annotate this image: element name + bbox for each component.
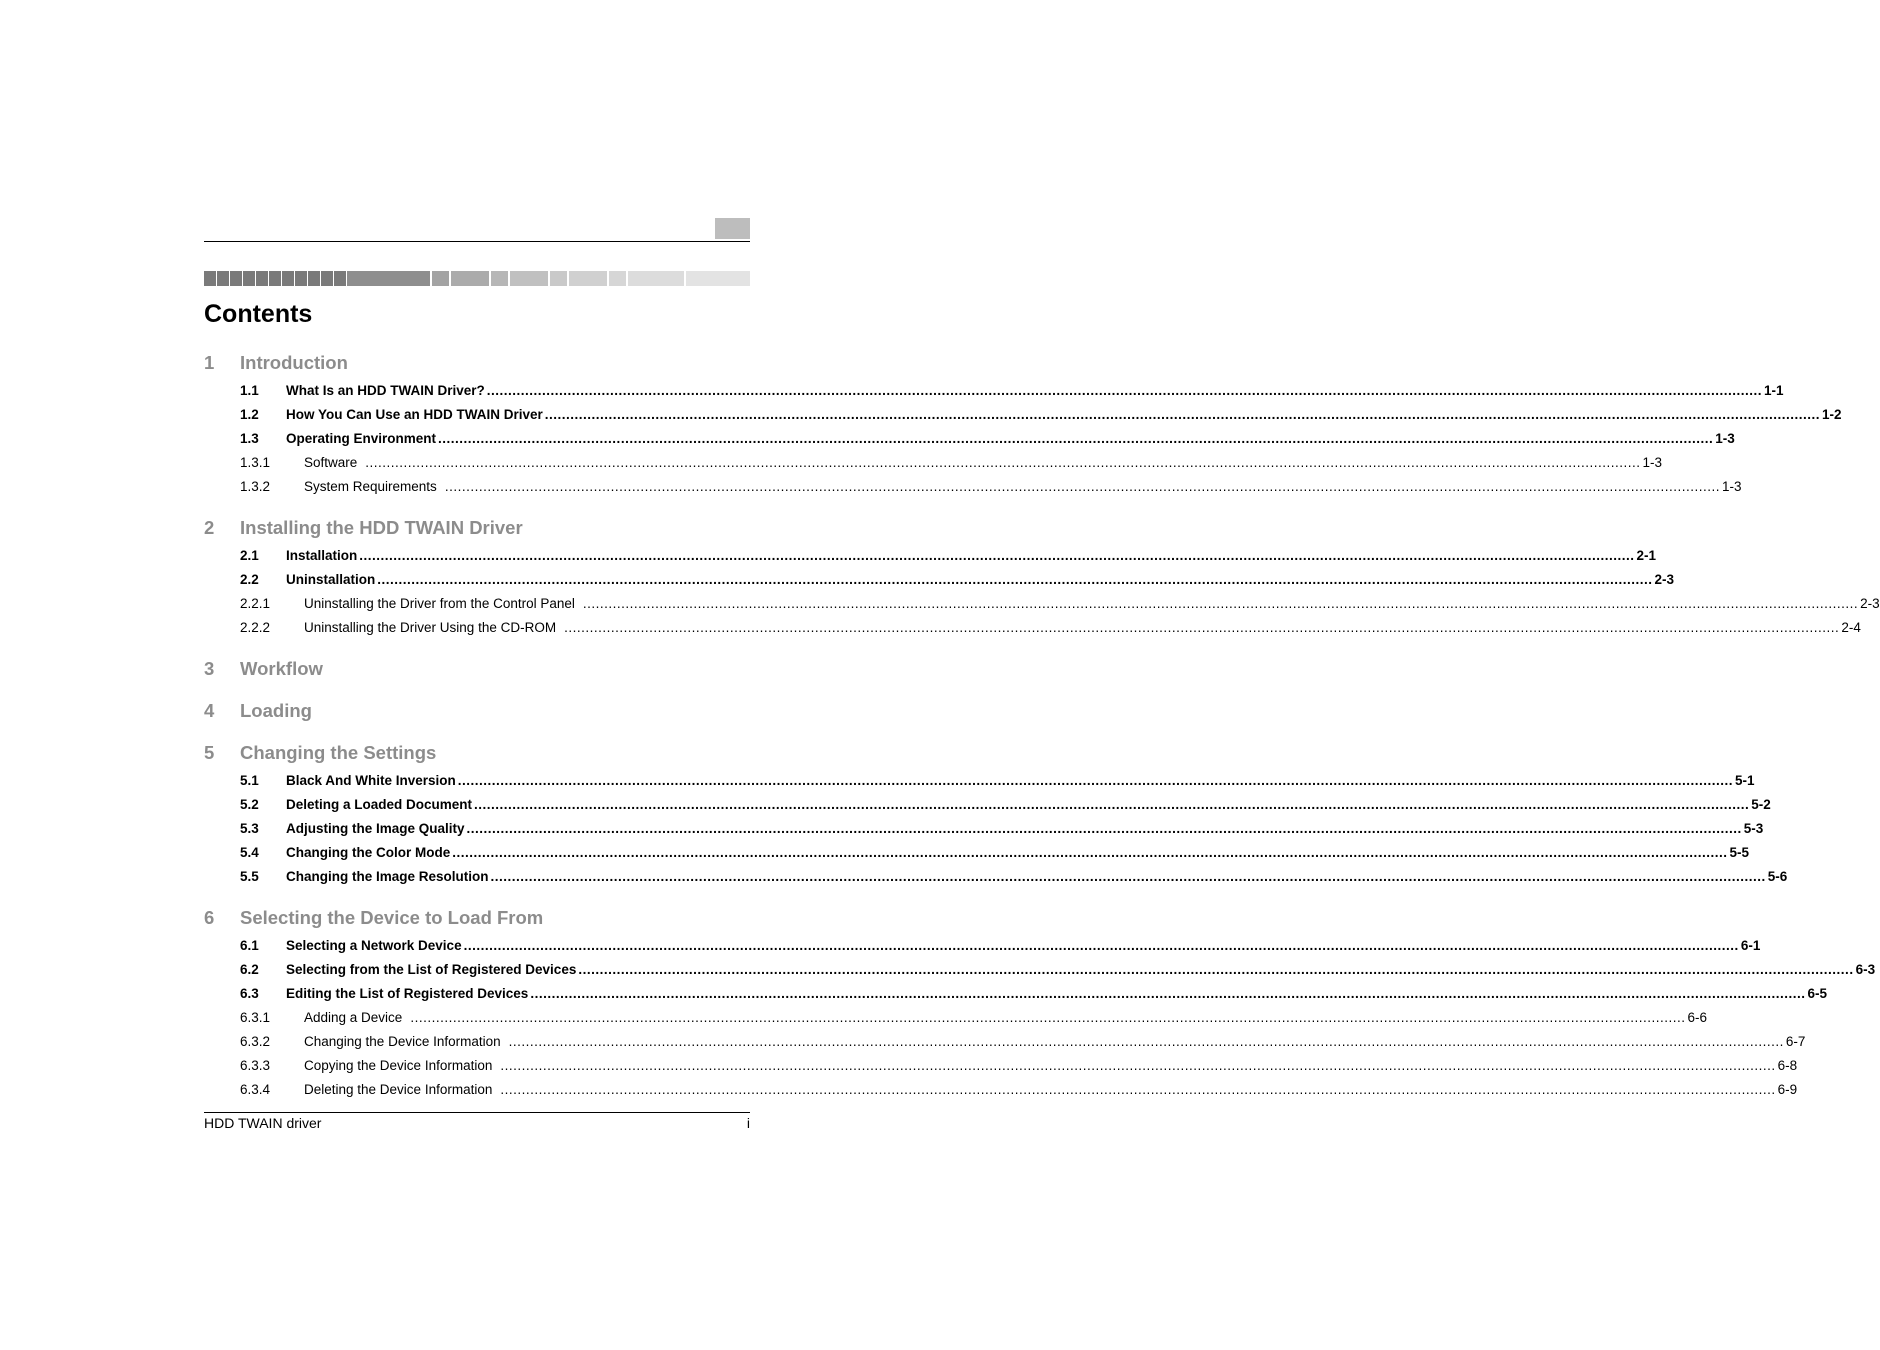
deco-bar-segment xyxy=(347,271,430,286)
entry-title: Adding a Device xyxy=(304,1010,403,1025)
dot-leader: ............................................................................................................................................................................................................................................................................................................ xyxy=(466,821,1742,836)
entry-page-number: 2-1 xyxy=(1636,548,1657,563)
chapter-title: Loading xyxy=(240,700,312,721)
entry-title: Selecting from the List of Registered Devices xyxy=(286,962,577,977)
entry-number: 5.4 xyxy=(240,845,259,860)
toc-entry[interactable] xyxy=(240,1081,1798,1099)
chapter-heading[interactable] xyxy=(204,741,750,765)
deco-bar-segment xyxy=(230,271,242,286)
entry-page-number: 2-3 xyxy=(1860,596,1880,611)
entry-page-number: 5-6 xyxy=(1767,869,1788,884)
entry-number: 6.3.3 xyxy=(240,1058,271,1073)
chapter-number: 1 xyxy=(204,352,215,373)
deco-bar-segment xyxy=(609,271,626,286)
entry-page-number: 5-3 xyxy=(1743,821,1764,836)
entry-page-number: 6-3 xyxy=(1855,962,1876,977)
footer-doc-title: HDD TWAIN driver xyxy=(204,1115,322,1131)
toc-entry[interactable] xyxy=(240,985,1828,1003)
entry-title: Uninstallation xyxy=(286,572,376,587)
toc-entry[interactable] xyxy=(240,1057,1798,1075)
entry-page-number: 5-1 xyxy=(1735,773,1755,788)
toc-entry[interactable] xyxy=(240,961,1876,979)
header-rule xyxy=(204,241,750,242)
dot-leader: ............................................................................................................................................................................................................................................................................................................ xyxy=(377,572,1653,587)
deco-bar-segment xyxy=(217,271,229,286)
entry-title: Changing the Device Information xyxy=(304,1034,501,1049)
entry-page-number: 6-9 xyxy=(1777,1082,1798,1097)
entry-title: Adjusting the Image Quality xyxy=(286,821,465,836)
dot-leader: ............................................................................................................................................................................................................................................................................................................ xyxy=(486,383,1763,398)
deco-bar-segment xyxy=(269,271,281,286)
chapter-title: Selecting the Device to Load From xyxy=(240,907,544,928)
footer-rule xyxy=(204,1112,750,1113)
entry-number: 1.2 xyxy=(240,407,259,422)
chapter-tab-marker xyxy=(715,218,750,239)
entry-page-number: 1-3 xyxy=(1715,431,1735,446)
toc-entry[interactable] xyxy=(240,478,1742,496)
entry-title: How You Can Use an HDD TWAIN Driver xyxy=(286,407,543,422)
dot-leader: ............................................................................................................................................................................................................................................................................................................ xyxy=(582,596,1859,611)
entry-title: Changing the Image Resolution xyxy=(286,869,489,884)
entry-title: Editing the List of Registered Devices xyxy=(286,986,529,1001)
entry-page-number: 5-2 xyxy=(1751,797,1771,812)
toc-entry[interactable] xyxy=(240,406,1842,424)
entry-page-number: 6-8 xyxy=(1777,1058,1798,1073)
toc-entry[interactable] xyxy=(240,772,1755,790)
toc-entry[interactable] xyxy=(240,937,1761,955)
entry-page-number: 6-7 xyxy=(1785,1034,1806,1049)
dot-leader: ............................................................................................................................................................................................................................................................................................................ xyxy=(544,407,1821,422)
entry-title: Software xyxy=(304,455,358,470)
toc-entry[interactable] xyxy=(240,382,1784,400)
footer-page-number: i xyxy=(746,1115,750,1131)
entry-number: 1.3 xyxy=(240,431,259,446)
toc-entry[interactable] xyxy=(240,547,1657,565)
dot-leader: ............................................................................................................................................................................................................................................................................................................ xyxy=(530,986,1806,1001)
toc-entry[interactable] xyxy=(240,820,1764,838)
deco-bar-segment xyxy=(451,271,489,286)
dot-leader: ............................................................................................................................................................................................................................................................................................................ xyxy=(508,1034,1784,1049)
entry-page-number: 6-1 xyxy=(1740,938,1761,953)
toc-entry[interactable] xyxy=(240,796,1771,814)
chapter-number: 6 xyxy=(204,907,215,928)
chapter-title: Installing the HDD TWAIN Driver xyxy=(240,517,523,538)
chapter-title: Changing the Settings xyxy=(240,742,437,763)
deco-bar-segment xyxy=(243,271,255,286)
entry-number: 6.3.1 xyxy=(240,1010,271,1025)
entry-number: 2.1 xyxy=(240,548,259,563)
page-title: Contents xyxy=(204,300,313,328)
toc-entry[interactable] xyxy=(240,868,1788,886)
entry-number: 1.1 xyxy=(240,383,259,398)
entry-page-number: 2-4 xyxy=(1841,620,1861,635)
entry-title: Black And White Inversion xyxy=(286,773,456,788)
chapter-heading[interactable] xyxy=(204,657,750,681)
chapter-heading[interactable] xyxy=(204,516,750,540)
toc-entry[interactable] xyxy=(240,571,1675,589)
chapter-number: 4 xyxy=(204,700,215,721)
entry-page-number: 6-5 xyxy=(1807,986,1828,1001)
entry-title: Uninstalling the Driver Using the CD-ROM xyxy=(304,620,557,635)
deco-bar-segment xyxy=(204,271,216,286)
deco-bar-segment xyxy=(321,271,333,286)
toc-entry[interactable] xyxy=(240,1009,1708,1027)
chapter-number: 3 xyxy=(204,658,215,679)
dot-leader: ............................................................................................................................................................................................................................................................................................................ xyxy=(564,620,1840,635)
entry-title: Operating Environment xyxy=(286,431,437,446)
chapter-number: 5 xyxy=(204,742,215,763)
deco-bar-segment xyxy=(282,271,294,286)
entry-number: 5.2 xyxy=(240,797,259,812)
entry-title: Copying the Device Information xyxy=(304,1058,493,1073)
deco-bar-segment xyxy=(491,271,508,286)
dot-leader: ............................................................................................................................................................................................................................................................................................................ xyxy=(452,845,1728,860)
entry-number: 6.3.4 xyxy=(240,1082,271,1097)
deco-bar-segment xyxy=(334,271,346,286)
entry-number: 5.1 xyxy=(240,773,259,788)
toc-entry[interactable] xyxy=(240,454,1663,472)
deco-bar-segment xyxy=(308,271,320,286)
toc-entry[interactable] xyxy=(240,619,1861,637)
entry-title: Selecting a Network Device xyxy=(286,938,462,953)
decorative-gradient-bar xyxy=(204,271,750,286)
entry-number: 5.3 xyxy=(240,821,259,836)
dot-leader: ............................................................................................................................................................................................................................................................................................................ xyxy=(457,773,1734,788)
entry-number: 6.1 xyxy=(240,938,259,953)
deco-bar-segment xyxy=(686,271,750,286)
dot-leader: ............................................................................................................................................................................................................................................................................................................ xyxy=(500,1082,1776,1097)
entry-title: Deleting the Device Information xyxy=(304,1082,493,1097)
entry-number: 2.2 xyxy=(240,572,259,587)
deco-bar-segment xyxy=(569,271,607,286)
dot-leader: ............................................................................................................................................................................................................................................................................................................ xyxy=(410,1010,1686,1025)
entry-title: Uninstalling the Driver from the Control Panel xyxy=(304,596,575,611)
deco-bar-segment xyxy=(256,271,268,286)
deco-bar-segment xyxy=(295,271,307,286)
dot-leader: ............................................................................................................................................................................................................................................................................................................ xyxy=(474,797,1750,812)
entry-number: 1.3.2 xyxy=(240,479,271,494)
entry-page-number: 1-3 xyxy=(1642,455,1663,470)
dot-leader: ............................................................................................................................................................................................................................................................................................................ xyxy=(578,962,1854,977)
entry-number: 2.2.1 xyxy=(240,596,271,611)
entry-title: Changing the Color Mode xyxy=(286,845,451,860)
entry-title: System Requirements xyxy=(304,479,437,494)
deco-bar-segment xyxy=(432,271,449,286)
entry-number: 6.2 xyxy=(240,962,259,977)
entry-title: What Is an HDD TWAIN Driver? xyxy=(286,383,485,398)
dot-leader: ............................................................................................................................................................................................................................................................................................................ xyxy=(365,455,1641,470)
entry-number: 6.3 xyxy=(240,986,259,1001)
chapter-number: 2 xyxy=(204,517,215,538)
chapter-heading[interactable] xyxy=(204,699,750,723)
entry-title: Installation xyxy=(286,548,358,563)
dot-leader: ............................................................................................................................................................................................................................................................................................................ xyxy=(500,1058,1776,1073)
chapter-heading[interactable] xyxy=(204,351,750,375)
entry-page-number: 1-3 xyxy=(1722,479,1742,494)
chapter-heading[interactable] xyxy=(204,906,750,930)
entry-page-number: 1-1 xyxy=(1764,383,1784,398)
dot-leader: ............................................................................................................................................................................................................................................................................................................ xyxy=(463,938,1739,953)
entry-number: 6.3.2 xyxy=(240,1034,271,1049)
entry-page-number: 2-3 xyxy=(1654,572,1675,587)
toc-entry[interactable] xyxy=(240,430,1735,448)
chapter-title: Workflow xyxy=(240,658,323,679)
entry-page-number: 5-5 xyxy=(1729,845,1749,860)
dot-leader: ............................................................................................................................................................................................................................................................................................................ xyxy=(444,479,1721,494)
dot-leader: ............................................................................................................................................................................................................................................................................................................ xyxy=(490,869,1766,884)
entry-page-number: 6-6 xyxy=(1687,1010,1708,1025)
entry-number: 1.3.1 xyxy=(240,455,271,470)
dot-leader: ............................................................................................................................................................................................................................................................................................................ xyxy=(438,431,1714,446)
toc-entry[interactable] xyxy=(240,595,1880,613)
dot-leader: ............................................................................................................................................................................................................................................................................................................ xyxy=(359,548,1635,563)
deco-bar-segment xyxy=(550,271,567,286)
toc-entry[interactable] xyxy=(240,1033,1806,1051)
entry-number: 5.5 xyxy=(240,869,259,884)
deco-bar-segment xyxy=(510,271,548,286)
toc-entry[interactable] xyxy=(240,844,1749,862)
deco-bar-segment xyxy=(628,271,684,286)
entry-page-number: 1-2 xyxy=(1822,407,1842,422)
entry-title: Deleting a Loaded Document xyxy=(286,797,473,812)
entry-number: 2.2.2 xyxy=(240,620,271,635)
chapter-title: Introduction xyxy=(240,352,348,373)
